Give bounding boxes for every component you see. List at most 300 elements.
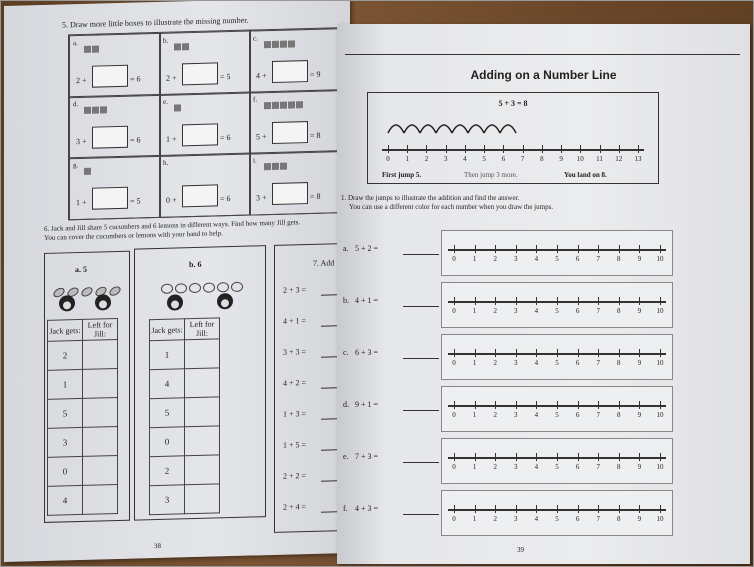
tick-mark <box>557 297 558 305</box>
answer-box <box>182 62 218 85</box>
tick-mark <box>495 453 496 461</box>
tick-mark <box>557 401 558 409</box>
table-row <box>150 455 220 486</box>
square-icon <box>272 102 279 109</box>
tick-mark <box>557 349 558 357</box>
item-label: f. <box>253 95 258 104</box>
tick-label: 7 <box>596 515 600 523</box>
square-group <box>174 98 182 116</box>
item-label: c. <box>253 34 258 43</box>
jack-value: 3 <box>150 485 185 515</box>
jack-face-icon <box>59 295 75 311</box>
table-row <box>150 484 220 515</box>
caption-then-jump: Then jump 3 more. <box>464 171 518 179</box>
tick-mark <box>495 297 496 305</box>
add-problem: 1 + 3 = <box>283 409 307 419</box>
tick-mark <box>495 401 496 409</box>
answer-box <box>182 184 218 207</box>
problem-equation: 4 + 1 = <box>355 296 379 305</box>
tick-mark <box>516 453 517 461</box>
tick-mark <box>484 145 485 153</box>
section5-instruction: 5. Draw more little boxes to illustrate the missing number. <box>62 15 249 30</box>
panel-b-label: b. 6 <box>189 259 202 270</box>
tick-mark <box>598 297 599 305</box>
tick-mark <box>578 297 579 305</box>
item-equation: 3 + <box>76 136 87 147</box>
problem-label: f. <box>343 504 348 513</box>
item-result: = 5 <box>220 72 231 82</box>
tick-label: 10 <box>576 155 584 163</box>
tick-mark <box>503 145 504 153</box>
square-icon <box>84 168 91 175</box>
tick-label: 8 <box>617 463 621 471</box>
jill-blank <box>185 426 220 456</box>
square-icon <box>272 163 279 170</box>
number-line <box>448 451 666 475</box>
panel-a-label: a. 5 <box>75 264 87 275</box>
missing-cell <box>159 31 251 96</box>
instruction-line1: 1. Draw the jumps to illustrate the addition and find the answer. <box>341 194 520 202</box>
top-rule <box>345 54 740 55</box>
tick-mark <box>639 297 640 305</box>
square-icon <box>174 104 181 111</box>
tick-label: 10 <box>656 463 664 471</box>
square-icon <box>182 43 189 50</box>
tick-mark <box>536 453 537 461</box>
tick-label: 0 <box>386 155 390 163</box>
caption-land: You land on 8. <box>564 171 607 179</box>
tick-mark <box>454 349 455 357</box>
jack-value: 0 <box>150 427 185 457</box>
jill-blank <box>185 484 220 514</box>
square-group <box>264 95 304 114</box>
tick-mark <box>619 349 620 357</box>
number-line <box>448 399 666 423</box>
page-number-right: 39 <box>517 546 524 554</box>
jack-value: 1 <box>150 340 185 370</box>
tick-label: 2 <box>493 463 497 471</box>
tick-mark <box>495 349 496 357</box>
tick-mark <box>475 401 476 409</box>
table-row <box>48 456 118 487</box>
tick-label: 4 <box>534 359 539 367</box>
square-icon <box>296 101 303 108</box>
square-icon <box>264 41 271 48</box>
square-icon <box>280 102 287 109</box>
tick-label: 10 <box>656 255 664 263</box>
table-row <box>48 369 118 400</box>
tick-mark <box>542 145 543 153</box>
answer-box <box>92 65 128 88</box>
tick-label: 2 <box>493 255 497 263</box>
example-number-line <box>382 143 644 167</box>
tick-label: 4 <box>534 255 539 263</box>
tick-mark <box>557 453 558 461</box>
square-group <box>264 157 288 176</box>
instruction-line2: You can use a different color for each number when you draw the jumps. <box>349 203 554 211</box>
tick-label: 4 <box>463 155 467 163</box>
item-equation: 5 + <box>256 132 267 142</box>
tick-label: 11 <box>596 155 603 163</box>
square-icon <box>264 163 271 170</box>
tick-label: 4 <box>534 411 539 419</box>
section6-text: 6. Jack and Jill share 5 cucumbers and 6 lemons in different ways. Find how many Jill gets. <box>44 218 301 233</box>
missing-cell <box>249 89 341 154</box>
tick-label: 1 <box>472 359 477 367</box>
col-header: Jack gets: <box>150 319 185 341</box>
square-icon <box>100 106 107 113</box>
jack-value: 3 <box>48 427 83 457</box>
tick-mark <box>536 401 537 409</box>
tick-mark <box>638 145 639 153</box>
item-label: h. <box>163 158 169 167</box>
tick-label: 9 <box>637 307 642 315</box>
tick-label: 3 <box>443 155 448 163</box>
tick-label: 4 <box>534 307 539 315</box>
jack-value: 2 <box>150 456 185 486</box>
tick-label: 10 <box>656 515 664 523</box>
item-equation: 3 + <box>256 193 267 203</box>
jump-arcs <box>368 111 658 141</box>
tick-label: 3 <box>514 463 518 471</box>
jill-blank <box>185 397 220 427</box>
answer-box <box>272 121 308 144</box>
tick-label: 7 <box>596 307 600 315</box>
table-a <box>47 318 118 516</box>
tick-mark <box>598 505 599 513</box>
tick-mark <box>660 245 661 253</box>
table-row <box>48 427 118 458</box>
section6-instruction <box>44 217 344 243</box>
missing-cell <box>69 155 161 220</box>
square-icon <box>264 102 271 109</box>
tick-mark <box>454 297 455 305</box>
tick-label: 3 <box>514 411 518 419</box>
problem-equation: 4 + 3 = <box>355 504 379 513</box>
tick-label: 10 <box>656 359 664 367</box>
tick-label: 3 <box>514 515 518 523</box>
tick-label: 5 <box>555 463 559 471</box>
jill-blank <box>83 398 118 428</box>
tick-label: 6 <box>501 155 506 163</box>
panel-b <box>134 245 266 520</box>
answer-line <box>403 254 439 255</box>
tick-label: 1 <box>472 307 477 315</box>
item-result: = 8 <box>310 191 321 201</box>
tick-mark <box>660 453 661 461</box>
tick-mark <box>639 245 640 253</box>
col-header: Jack gets: <box>48 319 83 341</box>
tick-mark <box>598 349 599 357</box>
tick-label: 3 <box>514 307 518 315</box>
tick-mark <box>561 145 562 153</box>
tick-label: 8 <box>540 155 544 163</box>
tick-mark <box>578 401 579 409</box>
tick-label: 2 <box>493 411 497 419</box>
tick-mark <box>639 401 640 409</box>
number-line-box <box>441 490 673 536</box>
tick-label: 8 <box>617 307 621 315</box>
tick-mark <box>639 349 640 357</box>
missing-number-grid <box>68 27 342 220</box>
item-result: = 6 <box>220 133 231 143</box>
square-group <box>84 162 92 180</box>
tick-mark <box>454 505 455 513</box>
tick-label: 8 <box>617 411 621 419</box>
answer-box <box>272 60 308 83</box>
jill-blank <box>83 456 118 486</box>
tick-label: 5 <box>482 155 486 163</box>
missing-cell <box>159 153 251 218</box>
tick-label: 0 <box>452 515 456 523</box>
tick-label: 9 <box>637 255 642 263</box>
table-row <box>48 340 118 371</box>
number-line <box>448 295 666 319</box>
tick-mark <box>495 245 496 253</box>
answer-line <box>403 410 439 411</box>
tick-mark <box>516 401 517 409</box>
tick-mark <box>475 349 476 357</box>
page-title: Adding on a Number Line <box>470 68 617 82</box>
jack-value: 4 <box>150 369 185 399</box>
table-row <box>150 339 220 370</box>
col-header: Left for Jill: <box>83 319 118 341</box>
tick-label: 7 <box>596 255 600 263</box>
number-line-box <box>441 230 673 276</box>
tick-label: 2 <box>424 155 429 163</box>
problem-label: a. <box>343 244 349 253</box>
number-line-box <box>441 334 673 380</box>
tick-mark <box>516 505 517 513</box>
tick-mark <box>660 297 661 305</box>
answer-box <box>92 187 128 210</box>
jack-value: 5 <box>48 398 83 428</box>
answer-line <box>403 462 439 463</box>
tick-mark <box>619 401 620 409</box>
item-equation: 4 + <box>256 71 267 81</box>
example-equation: 5 + 3 = 8 <box>498 99 528 108</box>
tick-mark <box>557 505 558 513</box>
jill-blank <box>185 368 220 398</box>
tick-label: 4 <box>534 515 539 523</box>
add-problem: 2 + 4 = <box>283 502 307 512</box>
item-equation: 1 + <box>76 197 87 208</box>
square-icon <box>288 40 295 47</box>
add-problem: 2 + 2 = <box>283 471 307 481</box>
tick-label: 5 <box>555 359 559 367</box>
tick-label: 1 <box>472 515 477 523</box>
item-result: = 6 <box>130 74 141 84</box>
table-b <box>149 317 220 515</box>
tick-mark <box>536 505 537 513</box>
tick-label: 2 <box>493 515 497 523</box>
tick-mark <box>454 453 455 461</box>
tick-mark <box>660 401 661 409</box>
jill-face-icon <box>95 294 111 310</box>
missing-cell <box>69 94 161 159</box>
item-label: i. <box>253 156 257 165</box>
problem-label: c. <box>343 348 349 357</box>
tick-label: 0 <box>452 307 456 315</box>
number-line <box>448 243 666 267</box>
right-page <box>337 24 750 564</box>
table-row <box>48 485 118 516</box>
jack-value: 0 <box>48 456 83 486</box>
number-line <box>448 503 666 527</box>
answer-line <box>403 514 439 515</box>
tick-mark <box>578 505 579 513</box>
missing-cell <box>69 33 161 98</box>
tick-mark <box>619 453 620 461</box>
col-header: Left for Jill: <box>185 318 220 340</box>
item-label: b. <box>163 36 169 45</box>
tick-mark <box>619 297 620 305</box>
tick-mark <box>516 297 517 305</box>
tick-label: 9 <box>637 463 642 471</box>
item-equation: 0 + <box>166 195 177 205</box>
item-result: = 5 <box>130 196 141 206</box>
jill-face-icon <box>217 293 233 309</box>
tick-mark <box>536 245 537 253</box>
square-icon <box>92 46 99 53</box>
tick-mark <box>475 505 476 513</box>
item-label: d. <box>73 100 79 109</box>
page-number-left: 38 <box>154 541 161 551</box>
tick-label: 5 <box>555 515 559 523</box>
square-icon <box>280 163 287 170</box>
item-equation: 2 + <box>76 75 87 86</box>
section7-label: 7. Add <box>313 258 335 268</box>
tick-mark <box>598 245 599 253</box>
tick-label: 3 <box>514 359 518 367</box>
jack-value: 4 <box>48 485 83 515</box>
item-label: a. <box>73 39 78 48</box>
item-label: e. <box>163 97 168 106</box>
tick-label: 8 <box>617 515 621 523</box>
tick-label: 9 <box>637 359 642 367</box>
tick-label: 6 <box>575 307 580 315</box>
item-result: = 9 <box>310 69 321 79</box>
square-group <box>264 34 296 53</box>
item-equation: 2 + <box>166 73 177 83</box>
tick-mark <box>598 453 599 461</box>
jill-blank <box>83 369 118 399</box>
left-page <box>4 0 350 562</box>
tick-label: 7 <box>596 359 600 367</box>
tick-label: 3 <box>514 255 518 263</box>
tick-label: 0 <box>452 411 456 419</box>
tick-label: 12 <box>615 155 623 163</box>
jill-blank <box>185 455 220 485</box>
tick-mark <box>388 145 389 153</box>
jill-blank <box>83 427 118 457</box>
jack-value: 1 <box>48 369 83 399</box>
caption-first-jump: First jump 5. <box>382 171 422 179</box>
tick-mark <box>619 505 620 513</box>
jill-blank <box>83 340 118 370</box>
table-row <box>150 397 220 428</box>
tick-mark <box>516 245 517 253</box>
answer-line <box>403 306 439 307</box>
table-row <box>150 368 220 399</box>
section6-subtext: You can cover the cucumbers or lemons with your hand to help. <box>44 229 223 242</box>
item-result: = 6 <box>220 194 231 204</box>
tick-mark <box>454 245 455 253</box>
tick-mark <box>660 505 661 513</box>
tick-mark <box>516 349 517 357</box>
tick-label: 0 <box>452 359 456 367</box>
tick-label: 8 <box>617 359 621 367</box>
tick-label: 6 <box>575 255 580 263</box>
missing-cell <box>249 28 341 93</box>
tick-mark <box>578 349 579 357</box>
tick-label: 2 <box>493 307 497 315</box>
square-icon <box>280 41 287 48</box>
tick-label: 5 <box>555 255 559 263</box>
tick-mark <box>475 297 476 305</box>
answer-box <box>182 123 218 146</box>
problem-label: e. <box>343 452 349 461</box>
tick-mark <box>578 245 579 253</box>
tick-mark <box>523 145 524 153</box>
jack-value: 5 <box>150 398 185 428</box>
tick-label: 7 <box>596 411 600 419</box>
tick-mark <box>619 245 620 253</box>
tick-label: 13 <box>634 155 642 163</box>
jill-blank <box>83 485 118 515</box>
answer-line <box>403 358 439 359</box>
tick-mark <box>475 245 476 253</box>
problem-equation: 7 + 3 = <box>355 452 379 461</box>
tick-mark <box>495 505 496 513</box>
axis-line <box>382 149 644 151</box>
square-icon <box>84 107 91 114</box>
tick-mark <box>639 453 640 461</box>
number-line-box <box>441 386 673 432</box>
missing-cell <box>249 150 341 215</box>
square-icon <box>288 101 295 108</box>
add-problem: 2 + 3 = <box>283 285 307 295</box>
tick-mark <box>557 245 558 253</box>
item-label: g. <box>73 161 79 170</box>
add-problem: 4 + 1 = <box>283 316 307 326</box>
tick-mark <box>639 505 640 513</box>
tick-mark <box>578 453 579 461</box>
example-box <box>367 92 659 184</box>
square-group <box>84 39 100 57</box>
square-icon <box>84 46 91 53</box>
tick-mark <box>580 145 581 153</box>
item-result: = 8 <box>310 130 321 140</box>
tick-mark <box>407 145 408 153</box>
tick-mark <box>598 401 599 409</box>
tick-label: 7 <box>520 155 525 163</box>
square-icon <box>174 43 181 50</box>
tick-label: 9 <box>637 411 642 419</box>
tick-label: 1 <box>472 411 477 419</box>
add-problem: 3 + 3 = <box>283 347 307 357</box>
tick-label: 4 <box>534 463 539 471</box>
tick-mark <box>465 145 466 153</box>
tick-label: 6 <box>575 359 580 367</box>
tick-label: 10 <box>656 411 664 419</box>
tick-mark <box>619 145 620 153</box>
answer-box <box>272 182 308 205</box>
tick-label: 1 <box>472 255 477 263</box>
jack-value: 2 <box>48 340 83 370</box>
tick-label: 9 <box>637 515 642 523</box>
number-line-box <box>441 438 673 484</box>
